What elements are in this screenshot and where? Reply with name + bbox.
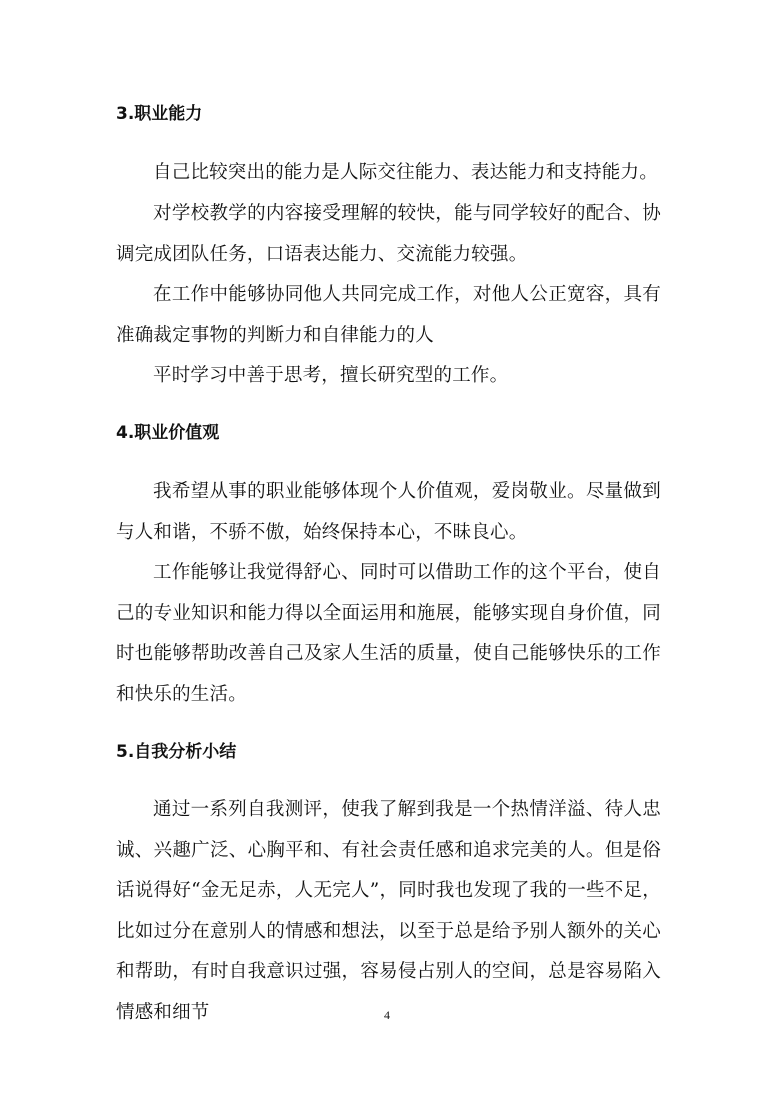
paragraph: 在工作中能够协同他人共同完成工作，对他人公正宽容，具有准确裁定事物的判断力和自律能力的人	[116, 284, 661, 346]
section-heading-self-analysis-summary: 5.自我分析小结	[116, 742, 237, 762]
paragraph: 对学校教学的内容接受理解的较快，能与同学较好的配合、协调完成团队任务，口语表达能力、交流能力较强。	[116, 203, 661, 265]
page-number: 4	[384, 1008, 390, 1022]
paragraph: 工作能够让我觉得舒心、同时可以借助工作的这个平台，使自己的专业知识和能力得以全面运用和施展，能够实现自身价值，同时也能够帮助改善自己及家人生活的质量，使自己能够快乐的工作和快乐的生活。	[116, 562, 661, 705]
section-heading-career-values: 4.职业价值观	[116, 423, 220, 443]
paragraph: 我希望从事的职业能够体现个人价值观，爱岗敬业。尽量做到与人和谐，不骄不傲，始终保持本心，不昧良心。	[116, 481, 661, 543]
paragraph: 通过一系列自我测评，使我了解到我是一个热情洋溢、待人忠诚、兴趣广泛、心胸平和、有社会责任感和追求完美的人。但是俗话说得好“金无足赤，人无完人”，同时我也发现了我的一些不足，比如过分在意别人的情感和想法，以至于总是给予别人额外的关心和帮助，有时自我意识过强，容易侵占别人的空间，总是容易陷入情感和细节	[116, 799, 661, 1023]
paragraph: 平时学习中善于思考，擅长研究型的工作。	[153, 365, 509, 386]
section-heading-career-ability: 3.职业能力	[116, 104, 203, 124]
paragraph: 自己比较突出的能力是人际交往能力、表达能力和支持能力。	[153, 162, 658, 183]
